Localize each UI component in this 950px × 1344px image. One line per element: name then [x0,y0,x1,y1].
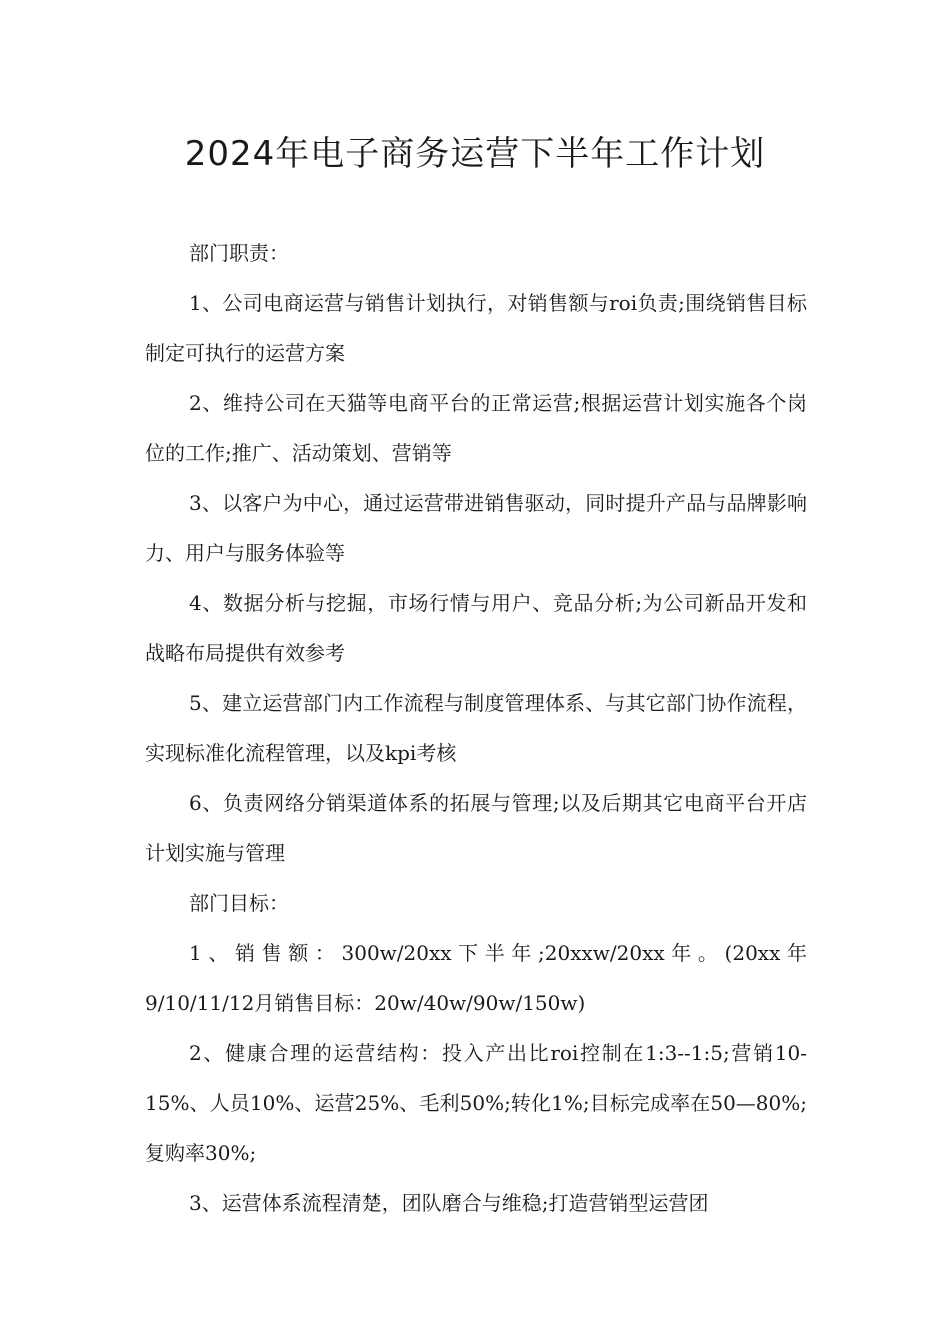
paragraph: 2、健康合理的运营结构：投入产出比roi控制在1:3--1:5;营销10-15%、人员10%、运营25%、毛利50%;转化1%;目标完成率在50—80%;复购率30%; [145,1041,807,1165]
paragraph: 3、以客户为中心，通过运营带进销售驱动，同时提升产品与品牌影响力、用户与服务体验等 [145,491,807,565]
paragraph: 6、负责网络分销渠道体系的拓展与管理;以及后期其它电商平台开店计划实施与管理 [145,791,807,865]
paragraph: 5、建立运营部门内工作流程与制度管理体系、与其它部门协作流程，实现标准化流程管理，以及kpi考核 [145,691,807,765]
document-body [145,228,807,1228]
paragraph: 1、公司电商运营与销售计划执行，对销售额与roi负责;围绕销售目标制定可执行的运营方案 [145,291,807,365]
paragraph: 4、数据分析与挖掘，市场行情与用户、竞品分析;为公司新品开发和战略布局提供有效参考 [145,591,807,665]
document-title: 2024年电子商务运营下半年工作计划 [184,134,766,174]
paragraph: 1、销售额：300w/20xx下半年;20xxw/20xx年。(20xx年9/10/11/12月销售目标：20w/40w/90w/150w) [145,941,807,1015]
paragraph: 2、维持公司在天猫等电商平台的正常运营;根据运营计划实施各个岗位的工作;推广、活动策划、营销等 [145,391,807,465]
section-heading-goals: 部门目标： [189,891,289,915]
section-heading-duties: 部门职责： [189,241,289,265]
paragraph: 3、运营体系流程清楚，团队磨合与维稳;打造营销型运营团 [189,1191,709,1215]
